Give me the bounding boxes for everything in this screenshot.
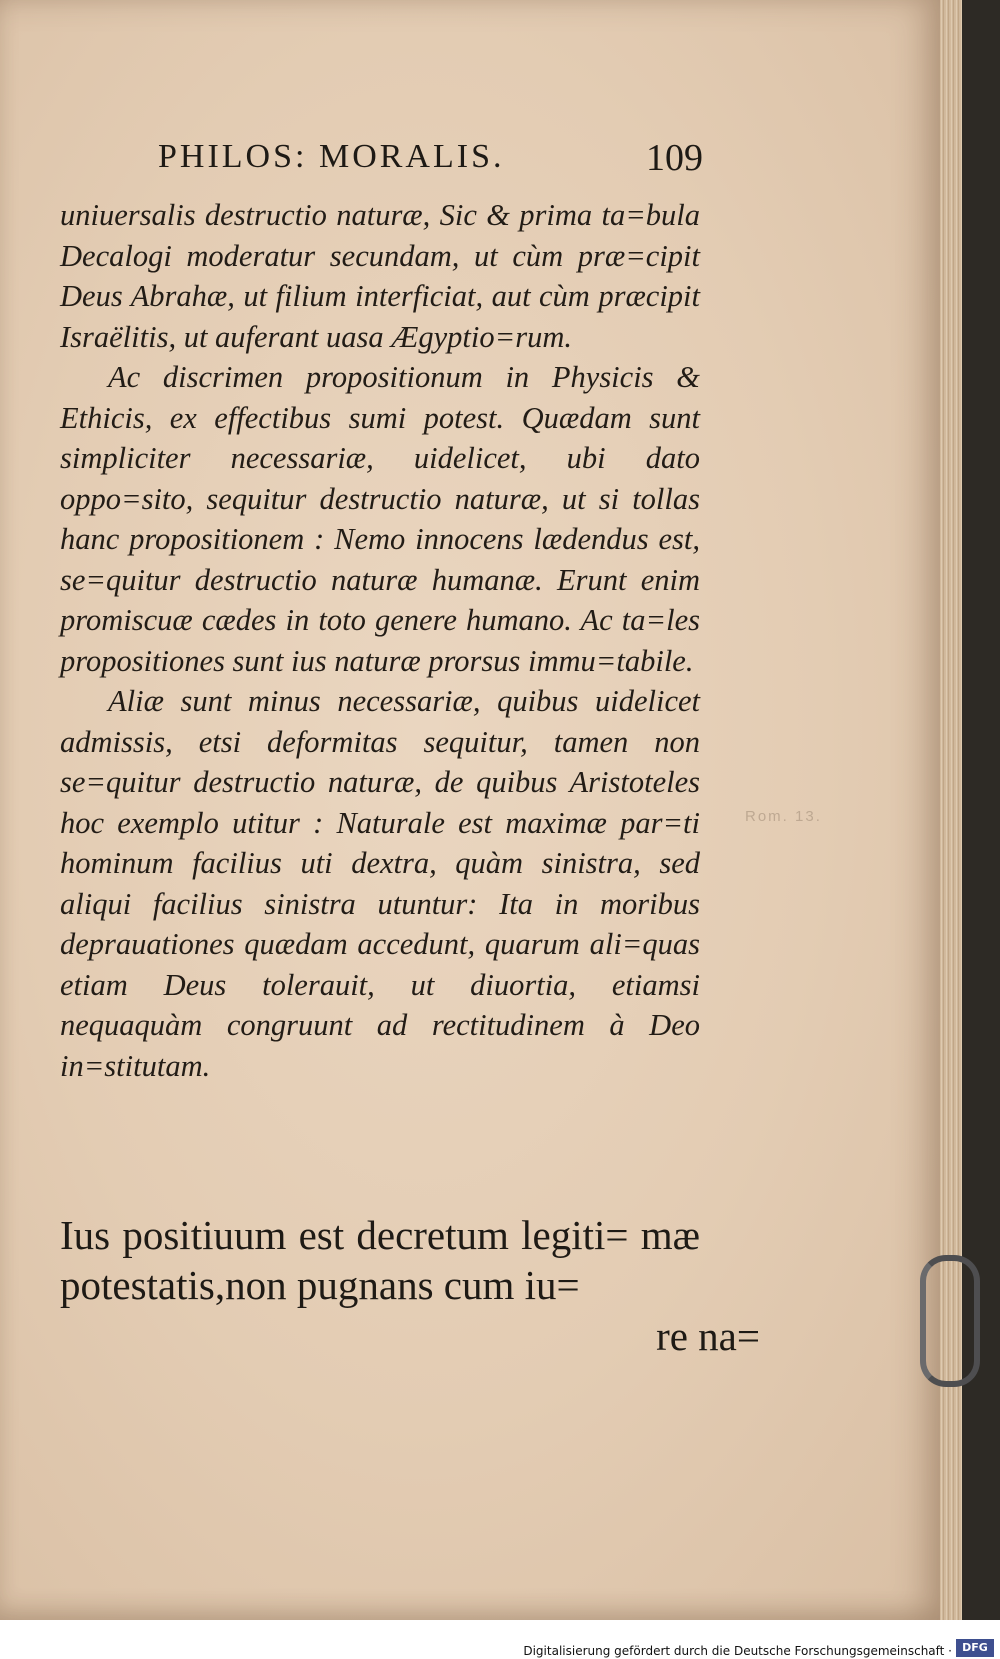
- footer-credit: Digitalisierung gefördert durch die Deutsche Forschungsgemeinschaft ·: [523, 1644, 952, 1658]
- section-heading-text: Ius positiuum est decretum legiti= mæ potestatis,non pugnans cum iu=: [60, 1212, 700, 1308]
- bookmark-ribbon-icon: [920, 1255, 980, 1387]
- page-number: 109: [646, 137, 703, 179]
- paragraph-1: uniuersalis destructio naturæ, Sic & prima ta=bula Decalogi moderatur secundam, ut cùm præ=cipit Deus Abrahæ, ut filium interficiat, aut cùm præcipit Israëlitis, ut auferant uasa Ægyptio=rum.: [60, 198, 700, 354]
- dfg-logo-icon: DFG: [956, 1639, 994, 1657]
- section-heading: [60, 1210, 700, 1310]
- paragraph-3: Aliæ sunt minus necessariæ, quibus uidelicet admissis, etsi deformitas sequitur, tamen non se=quitur destructio naturæ, de quibus Aristoteles hoc exemplo utitur : Naturale est maximæ par=ti hominum facilius uti dextra, quàm sinistra, sed aliqui facilius sinistra utuntur: Ita in moribus deprauationes quædam accedunt, quarum ali=quas etiam Deus tolerauit, ut diuortia, etiamsi nequaquàm congruunt ad rectitudinem à Deo in=stitutam.: [60, 684, 700, 1083]
- margin-note: Rom. 13.: [745, 808, 822, 825]
- body-text: [60, 195, 700, 1086]
- catchword: re na=: [656, 1313, 760, 1359]
- running-head: PHILOS: MORALIS.: [158, 138, 505, 175]
- page-header: [158, 138, 703, 184]
- paragraph-2: Ac discrimen propositionum in Physicis & Ethicis, ex effectibus sumi potest. Quædam sunt simpliciter necessariæ, uidelicet, ubi dato oppo=sito, sequitur destructio naturæ, ut si tollas hanc propositionem : Nemo innocens lædendus est, se=quitur destructio naturæ humanæ. Erunt enim promiscuæ cædes in toto genere humano. Ac ta=les propositiones sunt ius naturæ prorsus immu=tabile.: [60, 360, 700, 678]
